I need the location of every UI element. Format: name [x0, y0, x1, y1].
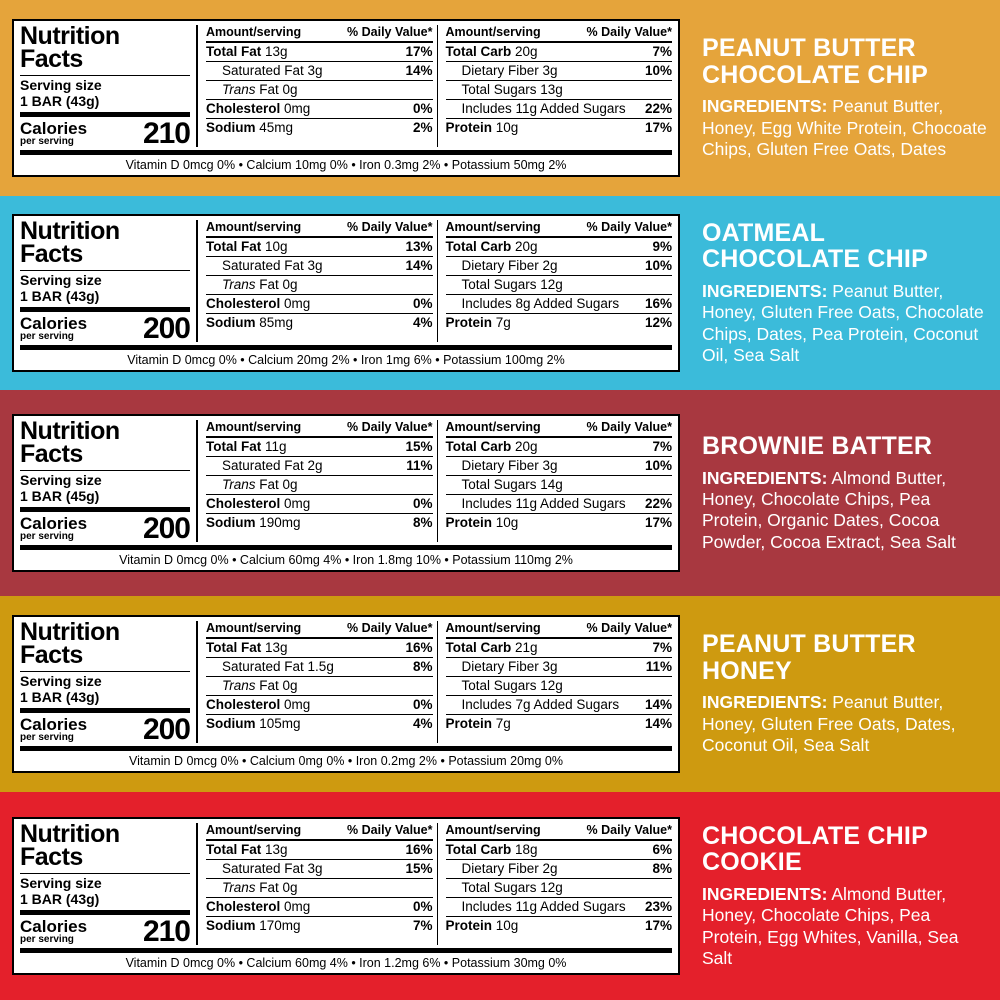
nutrient-name: Saturated Fat 2g — [222, 457, 323, 473]
nutrient-row — [446, 476, 673, 495]
daily-value-header: % Daily Value* — [347, 822, 433, 837]
nutrient-row — [446, 81, 673, 100]
nutrition-facts-header — [20, 617, 198, 747]
divider — [20, 873, 190, 874]
micronutrient-footer: Vitamin D 0mcg 0% • Calcium 20mg 2% • Iron 1mg 6% • Potassium 100mg 2% — [20, 345, 672, 367]
nutrition-facts-label — [12, 414, 680, 573]
amount-per-serving-header: Amount/serving — [206, 620, 302, 635]
calories-label: Calories — [20, 917, 88, 937]
nutrient-name: Dietary Fiber 3g — [461, 457, 558, 473]
nutrient-name: Protein 7g — [445, 315, 511, 331]
nutrition-facts-header — [20, 819, 198, 949]
daily-value: 17% — [644, 120, 672, 136]
nutrition-facts-title-2: Facts — [20, 843, 83, 872]
micronutrient-footer: Vitamin D 0mcg 0% • Calcium 0mg 0% • Iron 0.2mg 2% • Potassium 20mg 0% — [20, 746, 672, 768]
nutrition-facts-top — [20, 617, 672, 747]
nutrient-columns — [198, 25, 672, 148]
nutrient-columns — [198, 220, 672, 343]
serving-size-label: Serving size — [20, 875, 102, 892]
nutrient-row — [206, 257, 433, 276]
calories-row — [20, 713, 190, 747]
daily-value: 6% — [652, 841, 672, 857]
nutrition-facts-title: Nutrition — [20, 216, 120, 245]
nutrient-row — [446, 314, 673, 332]
daily-value: 16% — [405, 841, 433, 857]
nutrient-name: Protein 10g — [445, 120, 519, 136]
daily-value: 8% — [412, 515, 433, 531]
daily-value: 17% — [644, 918, 672, 934]
calories-value: 200 — [142, 512, 190, 546]
column-header-1 — [206, 823, 433, 839]
nutrient-row — [206, 495, 433, 514]
daily-value: 17% — [405, 43, 433, 59]
nutrient-row — [206, 841, 433, 860]
nutrient-row — [446, 658, 673, 677]
nutrient-name: Saturated Fat 3g — [222, 860, 323, 876]
calories-sublabel: per serving — [20, 732, 74, 744]
nutrient-name: Cholesterol 0mg — [206, 296, 311, 312]
amount-per-serving-header: Amount/serving — [445, 419, 541, 434]
nutrient-row — [206, 62, 433, 81]
nutrient-name: Sodium 45mg — [206, 120, 294, 136]
column-header-1 — [206, 25, 433, 41]
calories-sublabel: per serving — [20, 934, 74, 946]
nutrient-row — [206, 438, 433, 457]
nutrition-facts-title-2: Facts — [20, 240, 83, 269]
daily-value: 10% — [644, 257, 672, 273]
nutrient-name: Total Fat 11g — [206, 438, 287, 454]
nutrient-name: Cholesterol 0mg — [206, 697, 311, 713]
nutrient-name: Saturated Fat 3g — [222, 62, 323, 78]
nutrient-name: Includes 11g Added Sugars — [461, 101, 626, 117]
nutrient-name: Saturated Fat 3g — [222, 257, 323, 273]
nutrient-row — [206, 457, 433, 476]
product-panel — [0, 390, 1000, 596]
nutrient-name: Total Fat 13g — [206, 43, 288, 59]
nutrient-columns — [198, 420, 672, 543]
calories-labels — [20, 515, 87, 542]
nutrition-facts-title: Nutrition — [20, 819, 120, 848]
daily-value: 15% — [405, 860, 433, 876]
daily-value: 4% — [412, 315, 433, 331]
daily-value: 16% — [405, 639, 433, 655]
nutrition-facts-label — [12, 817, 680, 976]
daily-value: 4% — [412, 716, 433, 732]
nutrient-row — [446, 879, 673, 898]
nutrition-facts-top — [20, 416, 672, 546]
daily-value-header: % Daily Value* — [586, 620, 672, 635]
micronutrient-footer: Vitamin D 0mcg 0% • Calcium 10mg 0% • Iron 0.3mg 2% • Potassium 50mg 2% — [20, 150, 672, 172]
nutrient-row — [206, 238, 433, 257]
nutrient-row — [206, 314, 433, 332]
nutrition-facts-title-2: Facts — [20, 641, 83, 670]
serving-size-label: Serving size — [20, 77, 102, 94]
nutrient-row — [446, 860, 673, 879]
nutrient-row — [206, 677, 433, 696]
daily-value: 17% — [644, 515, 672, 531]
calories-labels — [20, 120, 87, 147]
ingredients-text: INGREDIENTS: Almond Butter, Honey, Chocolate Chips, Pea Protein, Organic Dates, Cocoa Powder, Cocoa Extract, Sea Salt — [702, 467, 956, 552]
nutrient-row — [446, 696, 673, 715]
daily-value: 11% — [406, 457, 433, 473]
nutrient-name: Total Carb 20g — [445, 438, 538, 454]
nutrient-name: Total Fat 10g — [206, 238, 288, 254]
product-name: PEANUT BUTTER HONEY — [702, 630, 916, 685]
daily-value: 16% — [644, 296, 672, 312]
nutrient-name: Sodium 190mg — [206, 515, 301, 531]
product-panel — [0, 792, 1000, 1000]
nutrient-column-1 — [206, 621, 433, 744]
daily-value: 7% — [652, 438, 672, 454]
nutrient-column-2 — [437, 621, 673, 744]
amount-per-serving-header: Amount/serving — [445, 620, 541, 635]
amount-per-serving-header: Amount/serving — [445, 219, 541, 234]
column-header-1 — [206, 621, 433, 637]
product-name: OATMEAL CHOCOLATE CHIP — [702, 218, 928, 274]
column-header-1 — [206, 220, 433, 236]
nutrient-name: Total Carb 21g — [445, 639, 538, 655]
nutrient-name: Protein 7g — [445, 716, 511, 732]
nutrient-row — [206, 100, 433, 119]
amount-per-serving-header: Amount/serving — [445, 24, 541, 39]
daily-value-header: % Daily Value* — [586, 219, 672, 234]
nutrient-row — [446, 438, 673, 457]
nutrient-row — [446, 276, 673, 295]
calories-label: Calories — [20, 314, 88, 334]
daily-value: 11% — [645, 658, 672, 674]
daily-value: 14% — [644, 697, 672, 713]
nutrient-name: Total Sugars 12g — [461, 879, 563, 895]
daily-value: 10% — [644, 62, 672, 78]
daily-value: 8% — [652, 860, 672, 876]
nutrient-row — [446, 457, 673, 476]
nutrient-row — [206, 476, 433, 495]
nutrient-name: Total Sugars 12g — [461, 677, 563, 693]
daily-value: 7% — [652, 639, 672, 655]
product-info — [694, 433, 988, 553]
micronutrient-footer: Vitamin D 0mcg 0% • Calcium 60mg 4% • Iron 1.2mg 6% • Potassium 30mg 0% — [20, 948, 672, 970]
nutrient-name: Sodium 105mg — [206, 716, 301, 732]
nutrient-row — [446, 62, 673, 81]
serving-size-value: 1 BAR (43g) — [20, 287, 100, 304]
daily-value: 10% — [644, 457, 672, 473]
column-header-2 — [446, 25, 673, 41]
daily-value: 23% — [644, 899, 672, 915]
nutrient-row — [446, 238, 673, 257]
daily-value: 0% — [412, 496, 433, 512]
column-header-2 — [446, 220, 673, 236]
nutrient-row — [206, 81, 433, 100]
serving-size-label: Serving size — [20, 472, 102, 489]
nutrient-row — [206, 514, 433, 532]
calories-sublabel: per serving — [20, 531, 74, 543]
product-info — [694, 823, 988, 969]
nutrition-facts-title: Nutrition — [20, 416, 120, 445]
nutrient-name: Total Sugars 12g — [461, 276, 563, 292]
calories-value: 210 — [142, 915, 190, 949]
serving-size-value: 1 BAR (45g) — [20, 487, 100, 504]
nutrient-name: Total Fat 13g — [206, 841, 288, 857]
column-header-1 — [206, 420, 433, 436]
daily-value-header: % Daily Value* — [586, 822, 672, 837]
nutrition-facts-header — [20, 416, 198, 546]
calories-value: 210 — [142, 117, 190, 151]
divider — [20, 270, 190, 271]
daily-value: 0% — [412, 101, 433, 117]
daily-value-header: % Daily Value* — [347, 219, 433, 234]
nutrition-facts-header — [20, 216, 198, 346]
nutrient-row — [446, 841, 673, 860]
nutrient-row — [446, 119, 673, 137]
column-header-2 — [446, 420, 673, 436]
daily-value: 8% — [412, 658, 433, 674]
product-panel — [0, 596, 1000, 792]
daily-value: 22% — [644, 496, 672, 512]
daily-value-header: % Daily Value* — [347, 419, 433, 434]
calories-row — [20, 312, 190, 346]
calories-labels — [20, 918, 87, 945]
daily-value: 15% — [405, 438, 433, 454]
nutrient-row — [446, 43, 673, 62]
nutrient-row — [446, 257, 673, 276]
nutrition-facts-label — [12, 19, 680, 178]
nutrient-row — [206, 879, 433, 898]
daily-value: 14% — [405, 257, 433, 273]
nutrient-column-1 — [206, 823, 433, 946]
nutrient-row — [206, 43, 433, 62]
nutrient-name: Total Carb 20g — [445, 238, 538, 254]
serving-size-value: 1 BAR (43g) — [20, 890, 100, 907]
nutrient-name: Includes 8g Added Sugars — [461, 296, 620, 312]
daily-value: 22% — [644, 101, 672, 117]
nutrient-name: Total Carb 20g — [445, 43, 538, 59]
amount-per-serving-header: Amount/serving — [206, 419, 302, 434]
nutrient-row — [206, 639, 433, 658]
nutrition-facts-title-2: Facts — [20, 440, 83, 469]
calories-sublabel: per serving — [20, 136, 74, 148]
daily-value: 14% — [644, 716, 672, 732]
nutrient-name: Dietary Fiber 2g — [461, 860, 558, 876]
nutrition-facts-top — [20, 216, 672, 346]
calories-label: Calories — [20, 715, 88, 735]
nutrient-name: Cholesterol 0mg — [206, 899, 311, 915]
calories-labels — [20, 315, 87, 342]
nutrient-row — [446, 514, 673, 532]
nutrient-column-2 — [437, 25, 673, 148]
divider — [20, 671, 190, 672]
micronutrient-footer: Vitamin D 0mcg 0% • Calcium 60mg 4% • Iron 1.8mg 10% • Potassium 110mg 2% — [20, 545, 672, 567]
nutrition-facts-title: Nutrition — [20, 617, 120, 646]
nutrient-row — [206, 860, 433, 879]
nutrient-column-1 — [206, 420, 433, 543]
nutrient-row — [206, 658, 433, 677]
nutrient-name: Protein 10g — [445, 515, 519, 531]
product-info — [694, 631, 988, 756]
nutrient-name: Cholesterol 0mg — [206, 101, 311, 117]
nutrient-name: Trans Fat 0g — [222, 677, 298, 693]
serving-size-label: Serving size — [20, 272, 102, 289]
nutrient-name: Trans Fat 0g — [222, 476, 298, 492]
nutrient-row — [446, 715, 673, 733]
serving-size-label: Serving size — [20, 673, 102, 690]
nutrient-name: Cholesterol 0mg — [206, 496, 311, 512]
nutrient-row — [446, 677, 673, 696]
ingredients-text: INGREDIENTS: Peanut Butter, Honey, Egg White Protein, Chocoate Chips, Gluten Free Oats, Dates — [702, 96, 987, 160]
product-panel — [0, 0, 1000, 196]
serving-size-value: 1 BAR (43g) — [20, 92, 100, 109]
nutrient-row — [206, 917, 433, 935]
serving-size-value: 1 BAR (43g) — [20, 688, 100, 705]
calories-row — [20, 915, 190, 949]
daily-value: 9% — [652, 238, 672, 254]
nutrition-facts-header — [20, 21, 198, 151]
column-header-2 — [446, 621, 673, 637]
ingredients-text: INGREDIENTS: Peanut Butter, Honey, Gluten Free Oats, Chocolate Chips, Dates, Pea Protein, Coconut Oil, Sea Salt — [702, 280, 984, 365]
calories-label: Calories — [20, 119, 88, 139]
nutrient-row — [206, 696, 433, 715]
nutrient-name: Total Sugars 14g — [461, 476, 563, 492]
calories-value: 200 — [142, 713, 190, 747]
amount-per-serving-header: Amount/serving — [445, 822, 541, 837]
nutrient-row — [206, 715, 433, 733]
daily-value-header: % Daily Value* — [347, 24, 433, 39]
nutrient-column-2 — [437, 420, 673, 543]
nutrient-row — [446, 495, 673, 514]
nutrition-facts-title: Nutrition — [20, 21, 120, 50]
nutrient-name: Dietary Fiber 3g — [461, 62, 558, 78]
daily-value: 0% — [412, 296, 433, 312]
nutrient-column-2 — [437, 823, 673, 946]
daily-value-header: % Daily Value* — [586, 419, 672, 434]
daily-value: 0% — [412, 697, 433, 713]
product-panel — [0, 196, 1000, 390]
nutrient-row — [446, 100, 673, 119]
daily-value-header: % Daily Value* — [586, 24, 672, 39]
nutrient-name: Includes 11g Added Sugars — [461, 496, 626, 512]
nutrient-row — [446, 898, 673, 917]
nutrient-name: Sodium 85mg — [206, 315, 294, 331]
divider — [20, 75, 190, 76]
ingredients-text: INGREDIENTS: Almond Butter, Honey, Chocolate Chips, Pea Protein, Egg Whites, Vanilla, Sea Salt — [702, 883, 959, 968]
nutrient-row — [446, 295, 673, 314]
nutrition-facts-top — [20, 21, 672, 151]
nutrient-row — [206, 119, 433, 137]
nutrient-name: Sodium 170mg — [206, 918, 301, 934]
nutrient-name: Total Carb 18g — [445, 841, 538, 857]
nutrient-column-1 — [206, 25, 433, 148]
nutrient-name: Dietary Fiber 2g — [461, 257, 558, 273]
daily-value: 7% — [412, 918, 433, 934]
nutrient-name: Total Fat 13g — [206, 639, 288, 655]
nutrition-facts-label — [12, 615, 680, 774]
product-name: PEANUT BUTTER CHOCOLATE CHIP — [702, 34, 928, 89]
nutrient-columns — [198, 621, 672, 744]
nutrient-row — [206, 295, 433, 314]
nutrient-name: Saturated Fat 1.5g — [222, 658, 334, 674]
nutrition-facts-title-2: Facts — [20, 45, 83, 74]
nutrition-facts-label — [12, 214, 680, 373]
product-info — [694, 220, 988, 366]
nutrient-row — [446, 639, 673, 658]
nutrient-row — [206, 898, 433, 917]
nutrient-row — [446, 917, 673, 935]
nutrient-name: Trans Fat 0g — [222, 81, 298, 97]
nutrient-column-1 — [206, 220, 433, 343]
nutrient-name: Protein 10g — [445, 918, 519, 934]
product-info — [694, 35, 988, 160]
nutrition-facts-top — [20, 819, 672, 949]
column-header-2 — [446, 823, 673, 839]
calories-row — [20, 512, 190, 546]
calories-label: Calories — [20, 514, 88, 534]
amount-per-serving-header: Amount/serving — [206, 822, 302, 837]
daily-value: 13% — [405, 238, 433, 254]
calories-value: 200 — [142, 312, 190, 346]
nutrient-name: Trans Fat 0g — [222, 879, 298, 895]
daily-value: 12% — [644, 315, 672, 331]
daily-value-header: % Daily Value* — [347, 620, 433, 635]
nutrient-column-2 — [437, 220, 673, 343]
nutrient-name: Dietary Fiber 3g — [461, 658, 558, 674]
nutrient-name: Includes 7g Added Sugars — [461, 697, 620, 713]
daily-value: 7% — [652, 43, 672, 59]
ingredients-text: INGREDIENTS: Peanut Butter, Honey, Gluten Free Oats, Dates, Coconut Oil, Sea Salt — [702, 692, 956, 756]
product-name: BROWNIE BATTER — [702, 432, 933, 461]
daily-value: 0% — [412, 899, 433, 915]
calories-sublabel: per serving — [20, 331, 74, 343]
nutrient-name: Trans Fat 0g — [222, 276, 298, 292]
daily-value: 14% — [405, 62, 433, 78]
amount-per-serving-header: Amount/serving — [206, 219, 302, 234]
divider — [20, 470, 190, 471]
nutrient-name: Includes 11g Added Sugars — [461, 899, 626, 915]
nutrient-row — [206, 276, 433, 295]
product-name: CHOCOLATE CHIP COOKIE — [702, 821, 928, 877]
nutrient-columns — [198, 823, 672, 946]
amount-per-serving-header: Amount/serving — [206, 24, 302, 39]
calories-labels — [20, 716, 87, 743]
nutrient-name: Total Sugars 13g — [461, 81, 563, 97]
calories-row — [20, 117, 190, 151]
daily-value: 2% — [412, 120, 433, 136]
